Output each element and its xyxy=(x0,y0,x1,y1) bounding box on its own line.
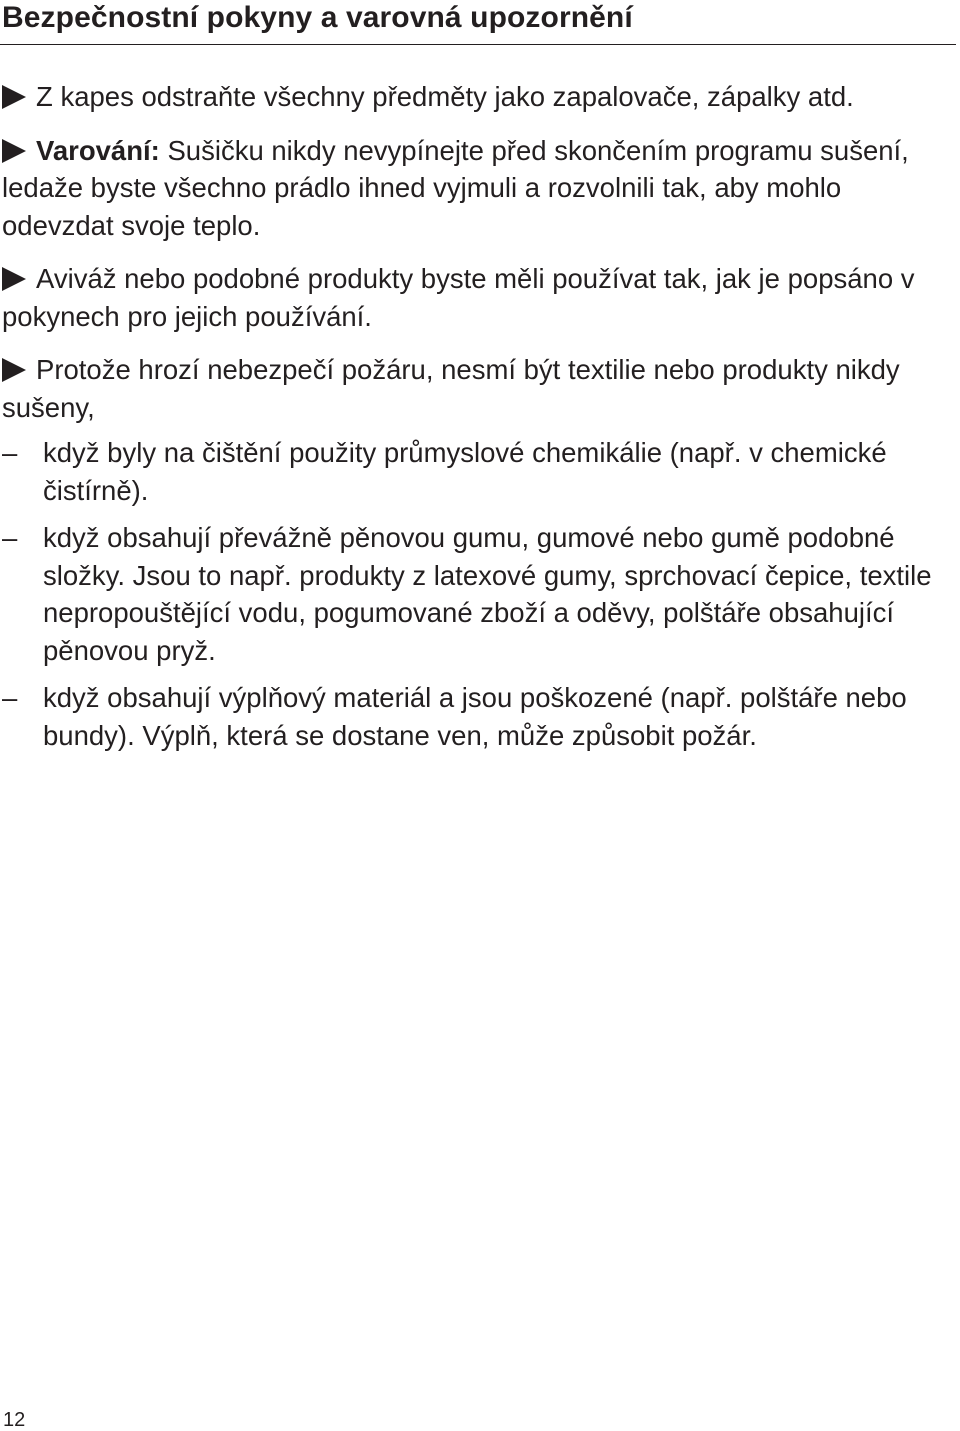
dash-bullet: – xyxy=(2,437,18,468)
arrow-bullet-icon xyxy=(2,267,26,291)
arrow-bullet-icon xyxy=(2,85,26,109)
dash-list-item xyxy=(2,519,952,669)
dash-list-item xyxy=(2,679,952,754)
instruction-text: Aviváž nebo podobné produkty byste měli používat tak, jak je popsáno v pokynech pro jejich používání. xyxy=(2,263,915,332)
page-title: Bezpečnostní pokyny a varovná upozornění xyxy=(2,1,633,34)
arrow-bullet-icon xyxy=(2,139,26,163)
instruction-item xyxy=(2,78,952,116)
safety-instructions xyxy=(2,78,952,764)
warning-label: Varování: xyxy=(36,134,160,166)
dash-item-text: když obsahují převážně pěnovou gumu, gumové nebo gumě podobné složky. Jsou to např. produkty z latexové gumy, sprchovací čepice, textile nepropouštějící vodu, pogumované zboží a oděvy, polštáře obsahující pěnovou pryž. xyxy=(43,522,932,666)
instruction-item xyxy=(2,132,952,245)
instruction-text: Z kapes odstraňte všechny předměty jako zapalovače, zápalky atd. xyxy=(36,81,854,112)
instruction-text: Sušičku nikdy nevypínejte před skončením programu sušení, ledaže byste všechno prádlo ihned vyjmuli a rozvolnili tak, aby mohlo odevzdat svoje teplo. xyxy=(2,134,909,241)
title-divider xyxy=(0,44,956,45)
dash-item-text: když obsahují výplňový materiál a jsou poškozené (např. polštáře nebo bundy). Výplň, která se dostane ven, může způsobit požár. xyxy=(43,682,907,751)
page-number: 12 xyxy=(3,1409,26,1431)
instruction-item xyxy=(2,351,952,426)
dash-bullet: – xyxy=(2,682,18,713)
dash-item-text: když byly na čištění použity průmyslové chemikálie (např. v chemické čistírně). xyxy=(43,437,887,506)
instruction-text: Protože hrozí nebezpečí požáru, nesmí být textilie nebo produkty nikdy sušeny, xyxy=(2,354,900,423)
instruction-item xyxy=(2,260,952,335)
arrow-bullet-icon xyxy=(2,358,26,382)
dash-bullet: – xyxy=(2,522,18,553)
dash-list-item xyxy=(2,434,952,509)
